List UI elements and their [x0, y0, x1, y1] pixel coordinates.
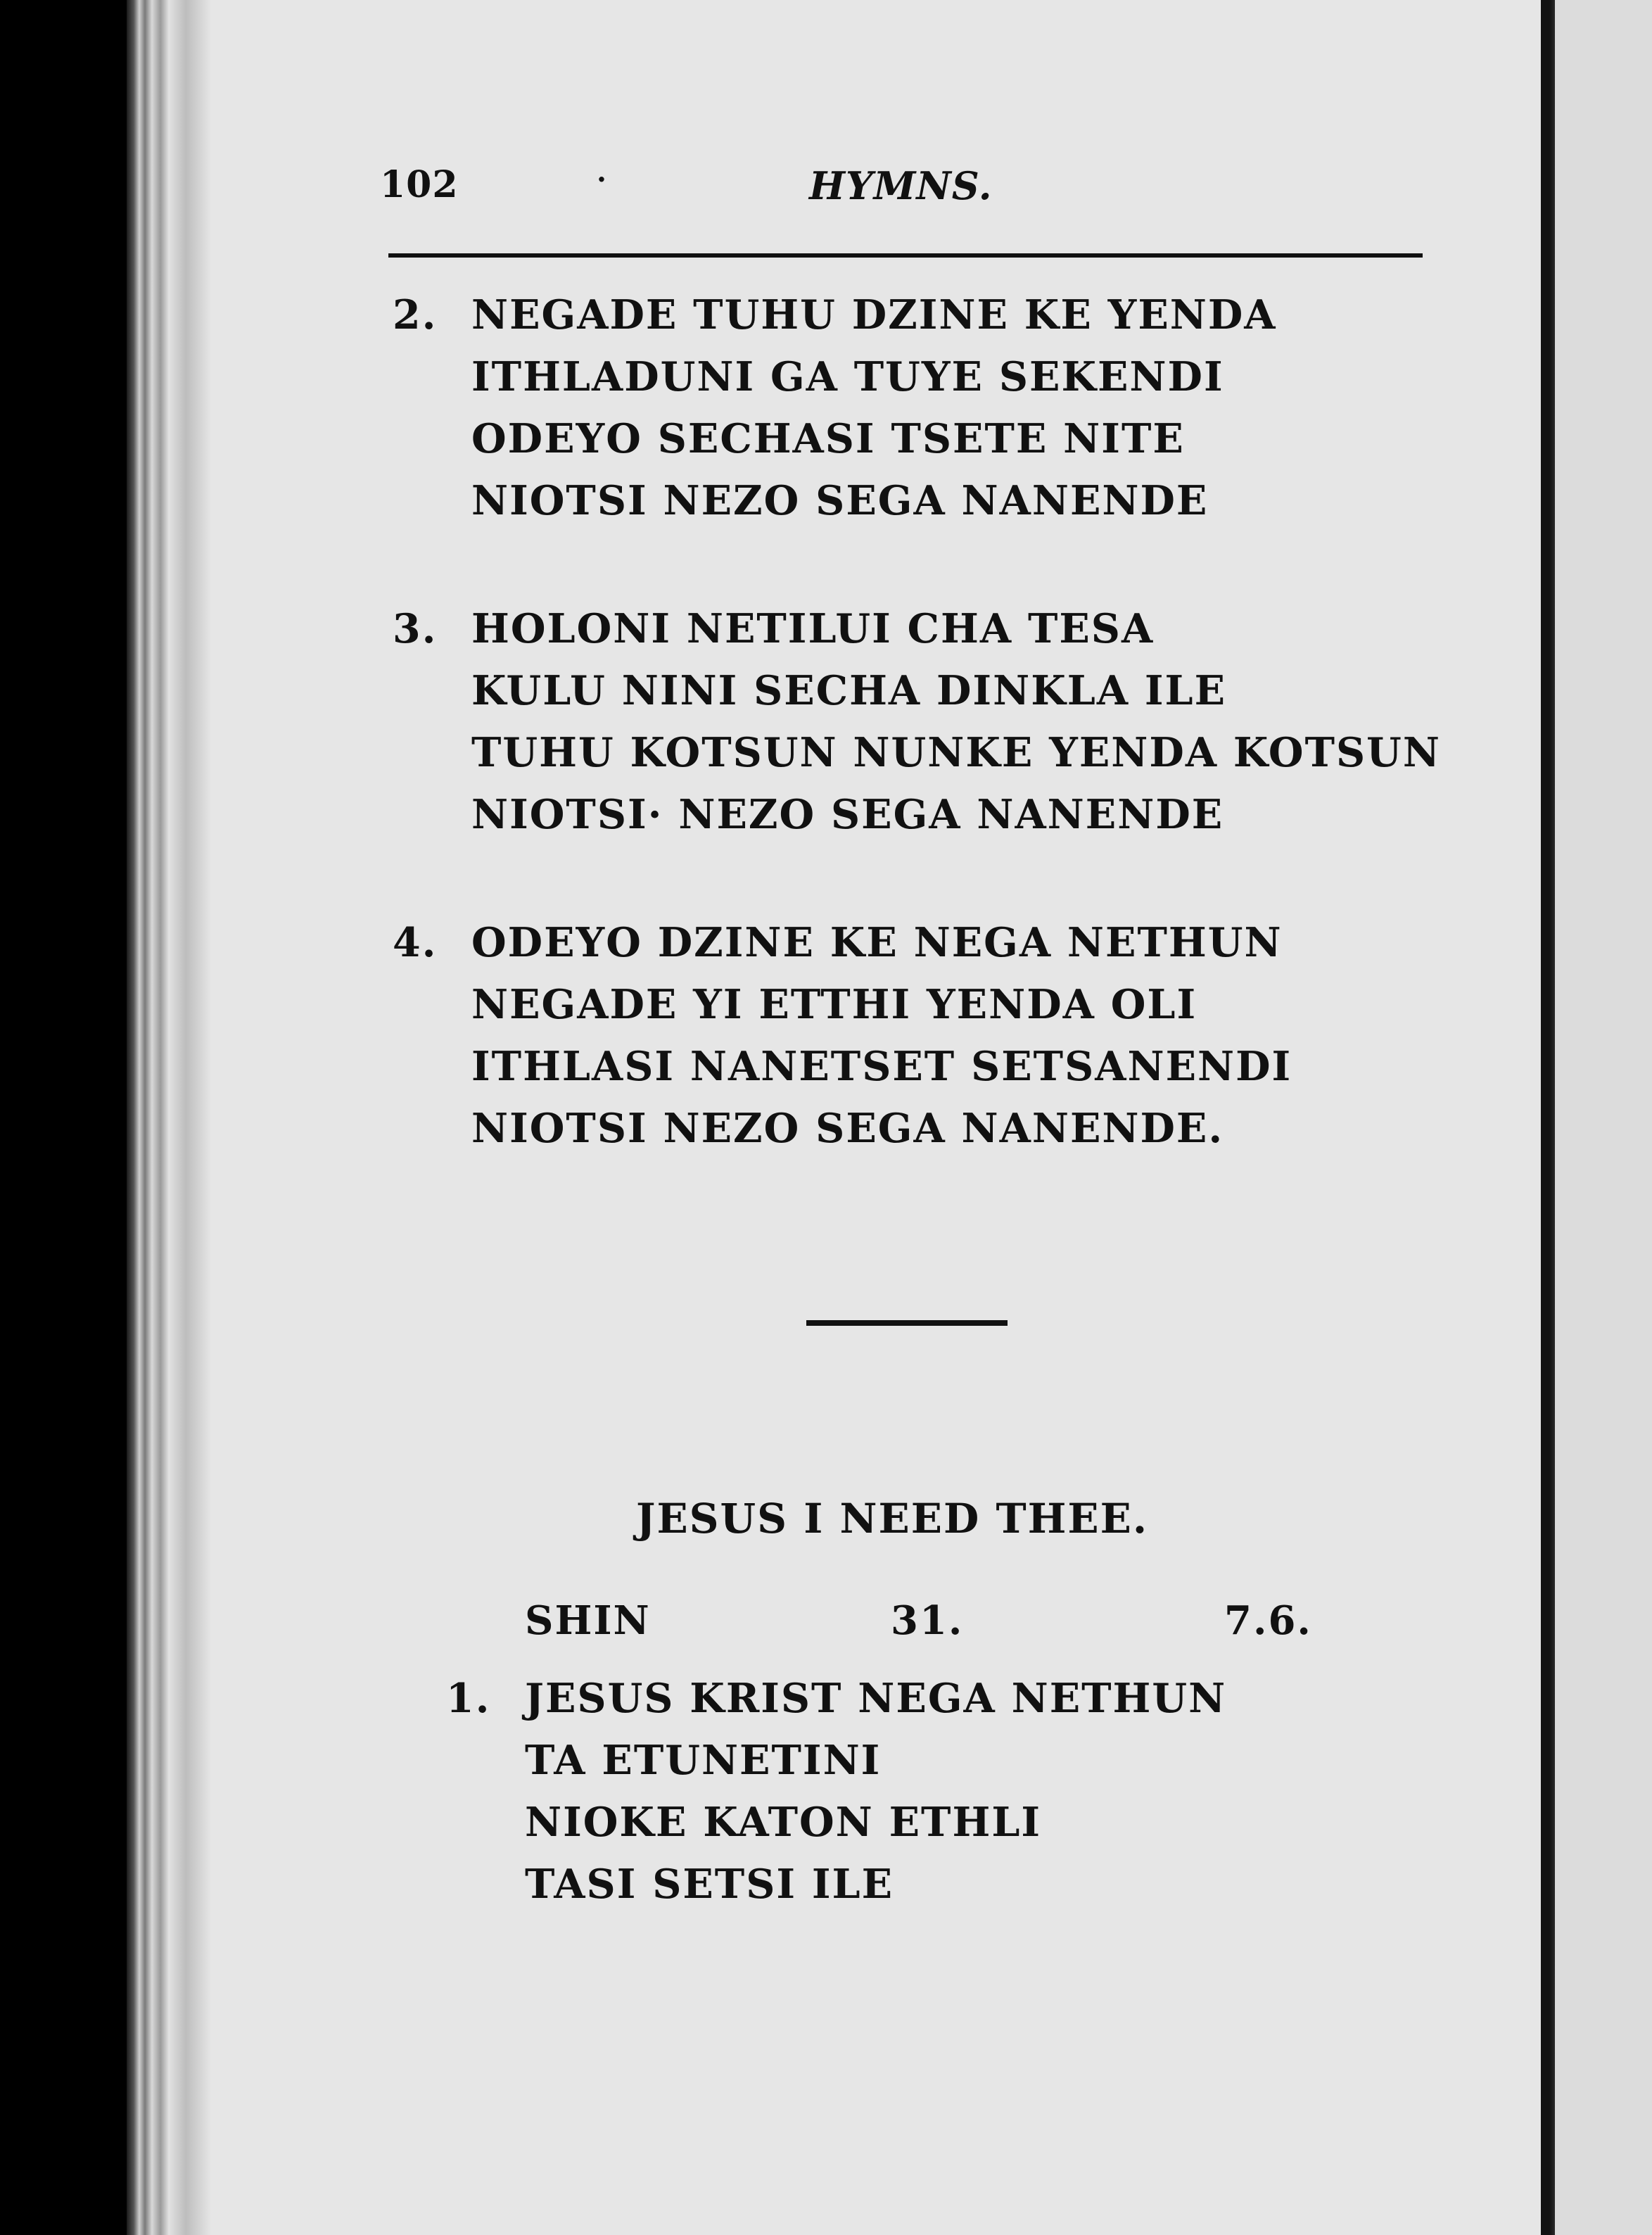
verse-line: NIOTSI· NEZO SEGA NANENDE — [471, 791, 1224, 838]
verse-line: ITHLADUNI GA TUYE SEKENDI — [471, 353, 1224, 400]
verse-line: ITHLASI NANETSET SETSANENDI — [471, 1043, 1292, 1090]
hymn-meter: 7.6. — [1224, 1597, 1312, 1644]
verse-line: JESUS KRIST NEGA NETHUN — [525, 1675, 1227, 1722]
verse-line: KULU NINI SECHA DINKLA ILE — [471, 667, 1227, 714]
verse-number: 3. — [393, 605, 438, 652]
section-divider — [806, 1320, 1008, 1326]
verse-line: TASI SETSI ILE — [525, 1861, 894, 1908]
verse-line: NEGADE TUHU DZINE KE YENDA — [471, 291, 1277, 338]
header-separator: · — [597, 163, 607, 196]
verse-line: ODEYO DZINE KE NEGA NETHUN — [471, 919, 1283, 966]
page-edge-shadow — [1541, 0, 1555, 2235]
hymn-title: JESUS I NEED THEE. — [636, 1495, 1149, 1543]
verse-line: NIOKE KATON ETHLI — [525, 1799, 1042, 1846]
verse-line: TA ETUNETINI — [525, 1737, 882, 1784]
page-number: 102 — [380, 163, 459, 206]
verse-number: 4. — [393, 919, 438, 966]
binding-gutter — [127, 0, 211, 2235]
facing-page-sliver — [1555, 0, 1652, 2235]
verse-number: 1. — [446, 1675, 491, 1722]
hymn-number: 31. — [891, 1597, 964, 1644]
running-title: HYMNS. — [809, 163, 993, 208]
header-rule — [388, 253, 1423, 258]
verse-line: NIOTSI NEZO SEGA NANENDE — [471, 477, 1209, 524]
verse-line: NIOTSI NEZO SEGA NANENDE. — [471, 1105, 1224, 1152]
verse-line: HOLONI NETILUI CHA TESA — [471, 605, 1155, 652]
verse-number: 2. — [393, 291, 438, 338]
verse-line: ODEYO SECHASI TSETE NITE — [471, 415, 1185, 462]
verse-line: TUHU KOTSUN NUNKE YENDA KOTSUN — [471, 729, 1441, 776]
verse-line: NEGADE YI ETTHI YENDA OLI — [471, 981, 1197, 1028]
hymn-tune: SHIN — [525, 1597, 651, 1644]
